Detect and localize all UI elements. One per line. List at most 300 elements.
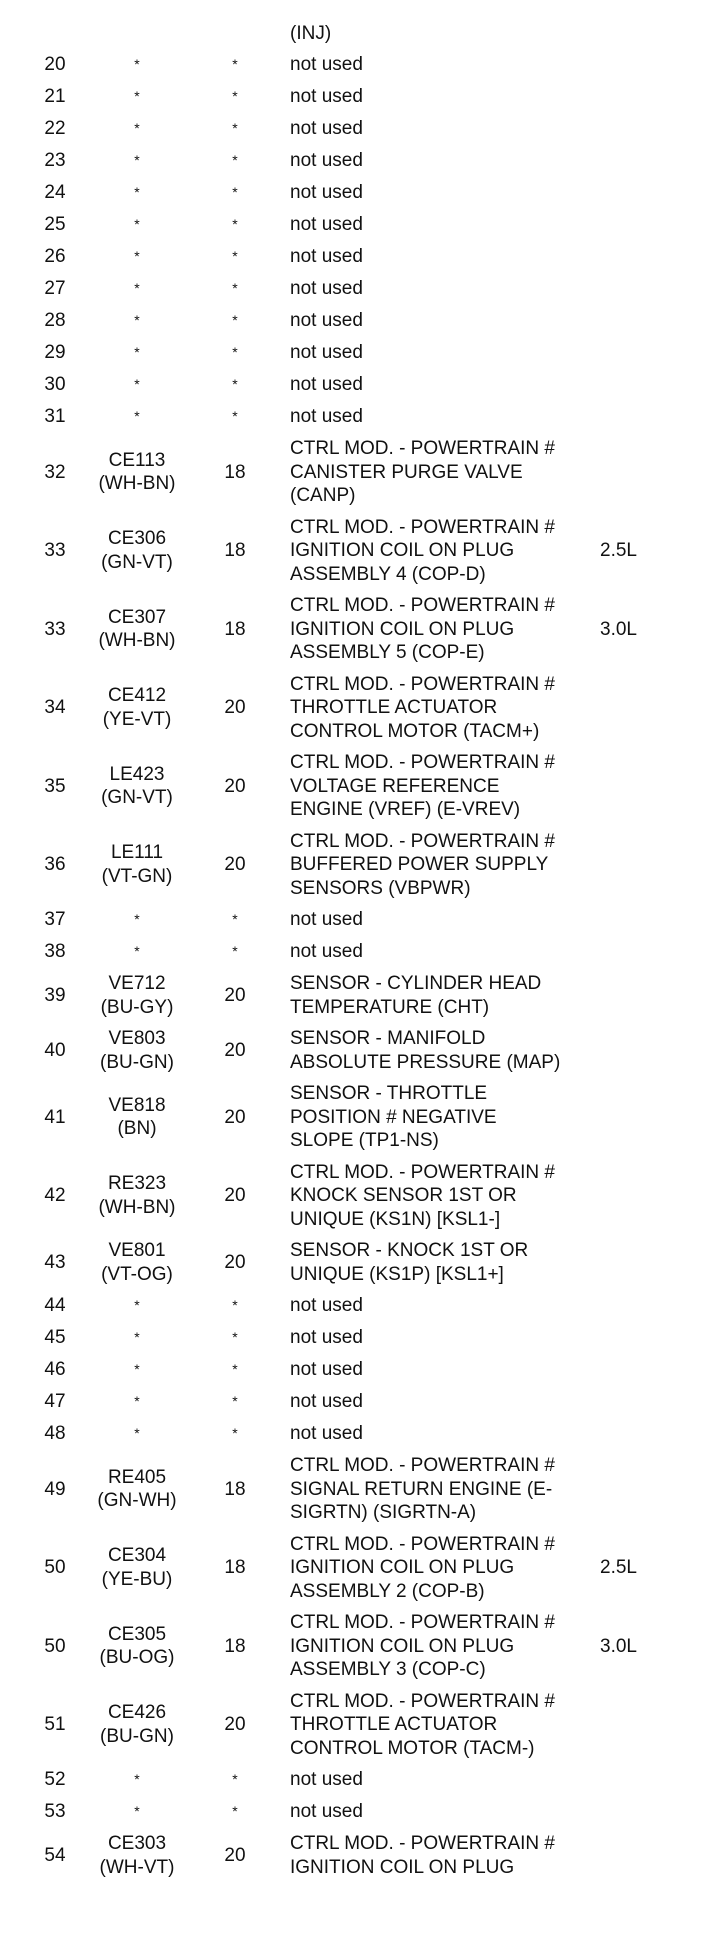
wire-gauge: 20 (224, 1251, 246, 1273)
table-row (0, 181, 704, 205)
pin-number: 50 (44, 1557, 66, 1578)
table-row (0, 117, 704, 141)
circuit-description (290, 1027, 600, 1074)
wire-gauge: * (232, 911, 238, 927)
description-line: ASSEMBLY 3 (COP-C) (290, 1659, 486, 1680)
circuit-description (290, 1454, 600, 1525)
wire-code (82, 341, 192, 365)
wire-gauge: * (232, 943, 238, 959)
wire-color: (GN-VT) (101, 551, 173, 573)
description-line: BUFFERED POWER SUPPLY (290, 854, 549, 875)
circuit-description (290, 1611, 600, 1682)
wire-gauge: * (232, 1393, 238, 1409)
description-line: CTRL MOD. - POWERTRAIN # (290, 595, 555, 616)
circuit-code: CE412 (107, 685, 167, 707)
circuit-description (290, 1161, 600, 1232)
circuit-code: * (134, 248, 140, 264)
circuit-description (290, 53, 600, 77)
wire-code (82, 149, 192, 173)
pin-number: 41 (44, 1106, 66, 1128)
circuit-description (290, 516, 600, 587)
table-row (0, 1358, 704, 1382)
description-line: not used (290, 342, 363, 363)
wire-color: (VT-GN) (101, 865, 173, 887)
wire-gauge: * (232, 152, 238, 168)
circuit-description (290, 751, 600, 822)
pin-number: 30 (44, 374, 66, 395)
table-row (0, 149, 704, 173)
pin-number: 28 (44, 310, 66, 331)
pin-number: 33 (44, 618, 66, 640)
circuit-code: CE426 (107, 1702, 167, 1724)
wire-color: (BU-OG) (99, 1647, 175, 1669)
description-line: not used (290, 1769, 363, 1790)
circuit-description (290, 405, 600, 429)
circuit-description (290, 1294, 600, 1318)
description-line: CTRL MOD. - POWERTRAIN # (290, 1690, 555, 1712)
wire-code (82, 53, 192, 77)
circuit-code: CE303 (107, 1833, 167, 1854)
engine-variant-note: 2.5L (600, 1557, 637, 1578)
table-row (0, 1390, 704, 1414)
pin-number: 47 (44, 1391, 66, 1412)
description-line: TEMPERATURE (CHT) (290, 996, 490, 1018)
description-line: ASSEMBLY 2 (COP-B) (290, 1580, 485, 1602)
description-line: not used (290, 118, 363, 139)
circuit-description (290, 908, 600, 932)
circuit-code: * (134, 943, 140, 959)
circuit-description (290, 309, 600, 333)
circuit-code: CE307 (107, 606, 167, 628)
circuit-code: * (134, 216, 140, 232)
circuit-description (290, 245, 600, 269)
pin-number: 52 (44, 1769, 66, 1790)
continued-text: (INJ) (290, 23, 332, 44)
circuit-code: CE113 (108, 449, 166, 471)
table-row (0, 1800, 704, 1824)
table-row (0, 213, 704, 237)
pin-number: 46 (44, 1359, 66, 1380)
circuit-code: * (134, 1803, 140, 1819)
table-row (0, 1611, 704, 1682)
circuit-description (290, 1326, 600, 1350)
wire-code (82, 527, 192, 574)
circuit-code: RE405 (107, 1466, 167, 1488)
wire-code (82, 972, 192, 1019)
table-row (0, 341, 704, 365)
circuit-code: CE306 (107, 528, 167, 550)
circuit-description (290, 437, 600, 508)
pin-number: 29 (44, 342, 66, 363)
pin-number: 33 (44, 540, 66, 561)
wire-gauge: * (232, 408, 238, 424)
description-line: not used (290, 1423, 363, 1444)
wire-color: (YE-VT) (102, 708, 172, 730)
pin-number: 25 (44, 214, 66, 235)
wire-code (82, 181, 192, 205)
wire-gauge: * (232, 184, 238, 200)
description-line: (CANP) (290, 485, 356, 506)
wire-gauge: 18 (224, 618, 246, 640)
circuit-description (290, 1082, 600, 1153)
wire-code (82, 684, 192, 731)
circuit-code: * (134, 408, 140, 424)
circuit-code: VE818 (108, 1094, 166, 1116)
table-row (0, 405, 704, 429)
description-line: CONTROL MOTOR (TACM+) (290, 720, 540, 742)
wire-code (82, 841, 192, 888)
description-line: CTRL MOD. - POWERTRAIN # (290, 516, 555, 538)
wire-gauge: 20 (224, 775, 246, 797)
table-row (0, 309, 704, 333)
wire-code (82, 1466, 192, 1513)
circuit-code: LE111 (110, 842, 164, 864)
circuit-code: RE323 (107, 1173, 167, 1195)
wire-gauge: * (232, 1425, 238, 1441)
pin-number: 54 (44, 1844, 66, 1866)
wire-color: (WH-BN) (98, 1196, 176, 1218)
pin-number: 20 (44, 54, 66, 75)
description-line: not used (290, 1359, 363, 1380)
pin-number: 34 (44, 697, 66, 718)
circuit-code: * (134, 1425, 140, 1441)
description-line: CTRL MOD. - POWERTRAIN # (290, 1161, 555, 1183)
table-row (0, 437, 704, 508)
wire-code (82, 1027, 192, 1074)
table-row (0, 1082, 704, 1153)
pin-number: 21 (44, 86, 66, 107)
wire-code (82, 373, 192, 397)
pin-number: 38 (44, 941, 66, 962)
description-line: not used (290, 214, 363, 235)
circuit-code: * (134, 911, 140, 927)
description-line: CTRL MOD. - POWERTRAIN # (290, 673, 555, 695)
pin-number: 37 (44, 909, 66, 930)
wire-code (82, 1623, 192, 1670)
wire-color: (VT-OG) (101, 1263, 173, 1285)
description-line: ASSEMBLY 4 (COP-D) (290, 563, 486, 585)
wire-code (82, 85, 192, 109)
wire-gauge: * (232, 1803, 238, 1819)
pin-number: 22 (44, 118, 66, 139)
circuit-code: * (134, 312, 140, 328)
wire-code (82, 1294, 192, 1318)
description-line: not used (290, 310, 363, 331)
wire-code (82, 1326, 192, 1350)
circuit-description (290, 1832, 600, 1879)
circuit-description (290, 1690, 600, 1761)
wire-code (82, 213, 192, 237)
description-line: SENSOR - THROTTLE (290, 1083, 488, 1104)
pin-number: 26 (44, 246, 66, 267)
wire-gauge: * (232, 280, 238, 296)
pin-number: 49 (44, 1478, 66, 1500)
wire-gauge: 20 (224, 854, 246, 875)
circuit-description (290, 673, 600, 744)
table-row (0, 594, 704, 665)
description-line: ASSEMBLY 5 (COP-E) (290, 642, 485, 663)
wire-gauge: 20 (224, 1185, 246, 1206)
wire-code (82, 449, 192, 496)
wire-gauge: 20 (224, 1714, 246, 1735)
wire-code (82, 1094, 192, 1141)
circuit-description (290, 940, 600, 964)
description-line: POSITION # NEGATIVE (290, 1106, 497, 1128)
circuit-code: * (134, 1329, 140, 1345)
table-row (0, 1832, 704, 1879)
wire-color: (WH-BN) (98, 630, 176, 652)
pin-number: 24 (44, 182, 66, 203)
circuit-description (290, 181, 600, 205)
circuit-description (290, 149, 600, 173)
description-line: not used (290, 54, 363, 75)
pin-number: 51 (44, 1714, 66, 1735)
description-line: ABSOLUTE PRESSURE (MAP) (290, 1051, 561, 1073)
table-row (0, 830, 704, 901)
description-line: not used (290, 374, 363, 395)
description-line: SENSORS (VBPWR) (290, 877, 471, 899)
table-row (0, 1533, 704, 1604)
pin-number: 35 (44, 775, 66, 797)
pin-number: 40 (44, 1039, 66, 1061)
circuit-description (290, 1800, 600, 1824)
wire-gauge: * (232, 376, 238, 392)
description-line: SENSOR - MANIFOLD (290, 1028, 486, 1049)
table-row (0, 1768, 704, 1792)
wire-code (82, 1172, 192, 1219)
description-line: not used (290, 246, 363, 267)
engine-variant-note: 3.0L (600, 618, 637, 640)
circuit-code: * (134, 376, 140, 392)
circuit-code: * (134, 120, 140, 136)
circuit-description (290, 830, 600, 901)
wire-code (82, 277, 192, 301)
circuit-description (290, 594, 600, 665)
wire-gauge: 18 (224, 540, 246, 561)
table-row (0, 373, 704, 397)
pin-number: 50 (44, 1635, 66, 1657)
wire-color: (GN-WH) (97, 1490, 177, 1512)
table-row (0, 908, 704, 932)
description-line: CONTROL MOTOR (TACM-) (290, 1737, 535, 1759)
wire-code (82, 1701, 192, 1748)
circuit-code: CE304 (107, 1545, 167, 1567)
description-line: CTRL MOD. - POWERTRAIN # (290, 1612, 555, 1633)
wire-code (82, 940, 192, 964)
pin-number: 53 (44, 1801, 66, 1822)
wire-gauge: 18 (224, 1635, 246, 1657)
table-row (0, 972, 704, 1019)
wire-color: (BU-GN) (100, 1051, 174, 1073)
circuit-code: VE803 (108, 1028, 166, 1049)
engine-variant-note: 2.5L (600, 540, 637, 561)
description-line: KNOCK SENSOR 1ST OR (290, 1185, 517, 1206)
circuit-description (290, 277, 600, 301)
description-line: CTRL MOD. - POWERTRAIN # (290, 438, 555, 459)
description-line: THROTTLE ACTUATOR (290, 697, 498, 718)
circuit-description (290, 1358, 600, 1382)
wire-gauge: * (232, 344, 238, 360)
wire-code (82, 309, 192, 333)
description-line: not used (290, 86, 363, 107)
pin-number: 48 (44, 1423, 66, 1444)
circuit-description (290, 213, 600, 237)
wire-color: (GN-VT) (101, 787, 173, 809)
description-line: IGNITION COIL ON PLUG (290, 618, 515, 640)
wire-color: (WH-BN) (98, 473, 176, 495)
wire-gauge: * (232, 88, 238, 104)
description-line: CTRL MOD. - POWERTRAIN # (290, 830, 555, 852)
wire-gauge: 20 (224, 1039, 246, 1061)
circuit-description (290, 85, 600, 109)
description-line: not used (290, 150, 363, 171)
table-row (0, 1326, 704, 1350)
table-row (0, 245, 704, 269)
wire-gauge: * (232, 1361, 238, 1377)
table-row (0, 1690, 704, 1761)
description-line: not used (290, 941, 363, 962)
description-line: SIGRTN) (SIGRTN-A) (290, 1502, 477, 1523)
circuit-description (290, 1533, 600, 1604)
description-line: UNIQUE (KS1N) [KSL1-] (290, 1208, 501, 1230)
description-line: not used (290, 182, 363, 203)
description-line: CTRL MOD. - POWERTRAIN # (290, 1455, 555, 1476)
wire-color: (BN) (117, 1118, 157, 1140)
circuit-code: * (134, 88, 140, 104)
pin-number: 23 (44, 150, 66, 171)
pin-number: 39 (44, 984, 66, 1006)
circuit-code: VE801 (108, 1240, 166, 1261)
description-line: THROTTLE ACTUATOR (290, 1714, 498, 1735)
pin-number: 32 (44, 461, 66, 483)
wire-gauge: 20 (224, 984, 246, 1006)
table-row (0, 1161, 704, 1232)
table-row (0, 53, 704, 77)
pin-number: 45 (44, 1327, 66, 1348)
table-row (0, 1294, 704, 1318)
circuit-code: VE712 (108, 973, 166, 994)
wire-gauge: * (232, 312, 238, 328)
circuit-code: CE305 (107, 1623, 167, 1645)
wire-gauge: * (232, 248, 238, 264)
wire-gauge: 18 (224, 1557, 246, 1578)
description-line: not used (290, 909, 363, 930)
circuit-code: * (134, 280, 140, 296)
wire-color: (BU-GY) (100, 996, 174, 1018)
description-line: IGNITION COIL ON PLUG (290, 1635, 515, 1657)
description-line: SIGNAL RETURN ENGINE (E- (290, 1478, 553, 1500)
wire-gauge: 20 (224, 1106, 246, 1128)
circuit-code: * (134, 344, 140, 360)
description-line: not used (290, 278, 363, 299)
table-row (0, 85, 704, 109)
wire-color: (YE-BU) (101, 1568, 173, 1590)
description-line: not used (290, 1391, 363, 1412)
table-row (0, 673, 704, 744)
circuit-description (290, 972, 600, 1019)
description-line: CTRL MOD. - POWERTRAIN # (290, 1533, 555, 1555)
wire-gauge: 18 (224, 461, 246, 483)
table-row (0, 1454, 704, 1525)
circuit-code: * (134, 1361, 140, 1377)
table-row (0, 1027, 704, 1074)
description-line: CTRL MOD. - POWERTRAIN # (290, 1833, 555, 1854)
circuit-code: * (134, 1297, 140, 1313)
wire-code (82, 1800, 192, 1824)
table-row (0, 1422, 704, 1446)
wire-gauge: 20 (224, 697, 246, 718)
wire-code (82, 1239, 192, 1286)
circuit-description (290, 373, 600, 397)
circuit-description (290, 341, 600, 365)
circuit-code: * (134, 1771, 140, 1787)
circuit-code: * (134, 184, 140, 200)
wire-code (82, 405, 192, 429)
wire-code (82, 117, 192, 141)
circuit-description (290, 117, 600, 141)
pin-number: 44 (44, 1295, 66, 1316)
circuit-description (290, 1422, 600, 1446)
wire-code (82, 1832, 192, 1879)
wire-gauge: * (232, 120, 238, 136)
description-line: not used (290, 406, 363, 427)
engine-variant-note: 3.0L (600, 1635, 637, 1657)
wire-gauge: 20 (224, 1844, 246, 1866)
circuit-description (290, 1390, 600, 1414)
pin-number: 42 (44, 1185, 66, 1206)
table-row (0, 516, 704, 587)
pin-number: 43 (44, 1251, 66, 1273)
wire-code (82, 606, 192, 653)
table-row (0, 751, 704, 822)
wire-color: (BU-GN) (100, 1725, 174, 1747)
description-line: CANISTER PURGE VALVE (290, 461, 523, 483)
wire-code (82, 1544, 192, 1591)
description-line: IGNITION COIL ON PLUG (290, 1557, 515, 1578)
circuit-description (290, 1768, 600, 1792)
table-row (0, 940, 704, 964)
description-line: not used (290, 1801, 363, 1822)
wire-code (82, 763, 192, 810)
circuit-code: * (134, 1393, 140, 1409)
description-line: IGNITION COIL ON PLUG (290, 1856, 515, 1878)
wire-code (82, 1358, 192, 1382)
description-line: SLOPE (TP1-NS) (290, 1130, 439, 1151)
wire-color: (WH-VT) (99, 1856, 175, 1878)
wire-gauge: * (232, 56, 238, 72)
table-row (0, 277, 704, 301)
circuit-description (290, 1239, 600, 1286)
table-row (0, 1239, 704, 1286)
wire-code (82, 245, 192, 269)
wire-gauge: * (232, 1297, 238, 1313)
wire-gauge: 18 (224, 1478, 246, 1500)
circuit-code: * (134, 152, 140, 168)
pin-number: 31 (44, 406, 66, 427)
description-line: SENSOR - KNOCK 1ST OR (290, 1240, 529, 1261)
wire-code (82, 1422, 192, 1446)
wire-code (82, 1390, 192, 1414)
pin-number: 27 (44, 278, 66, 299)
wire-gauge: * (232, 216, 238, 232)
description-line: VOLTAGE REFERENCE (290, 775, 500, 797)
wire-gauge: * (232, 1329, 238, 1345)
description-line: ENGINE (VREF) (E-VREV) (290, 799, 521, 820)
wire-code (82, 908, 192, 932)
description-line: SENSOR - CYLINDER HEAD (290, 973, 542, 994)
description-line: IGNITION COIL ON PLUG (290, 540, 515, 561)
description-line: UNIQUE (KS1P) [KSL1+] (290, 1263, 504, 1285)
